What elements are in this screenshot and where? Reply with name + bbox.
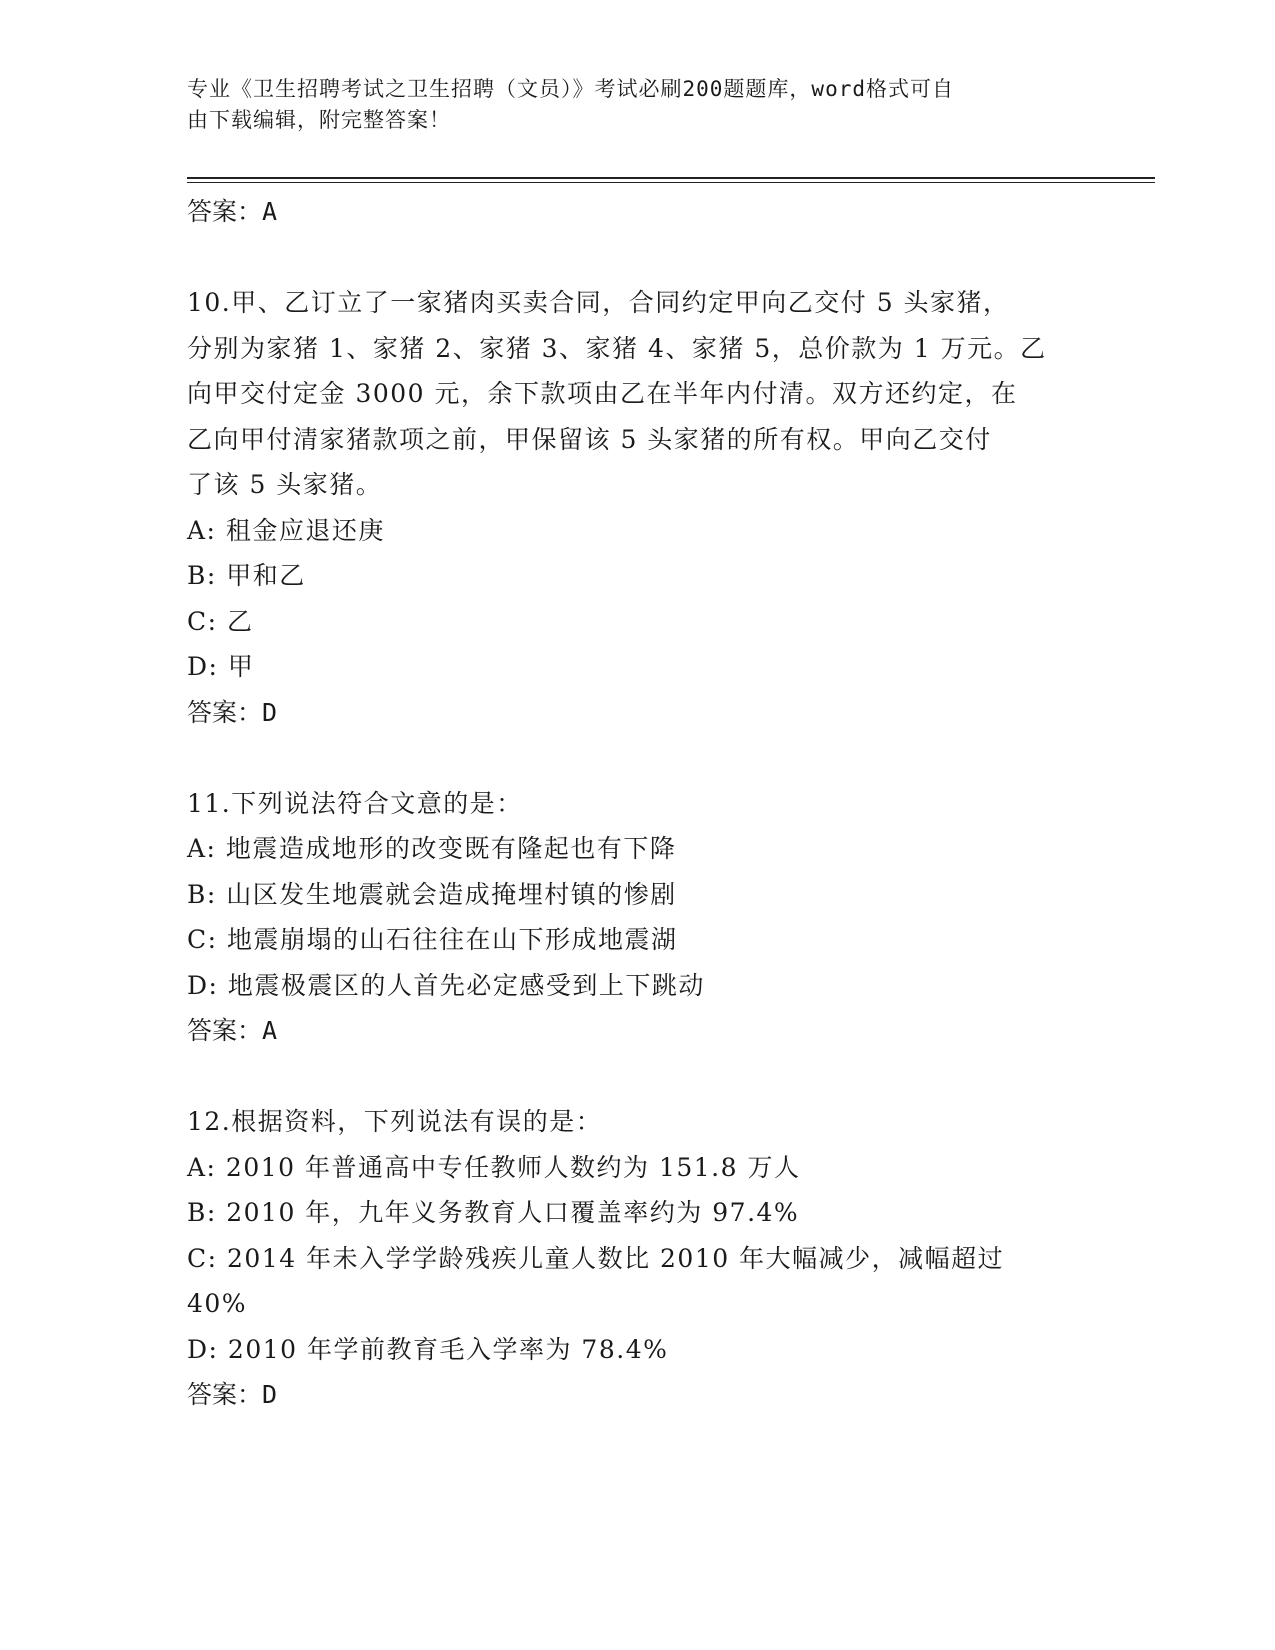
option-a: A: 地震造成地形的改变既有隆起也有下降: [187, 834, 677, 863]
option-d: D: 2010 年学前教育毛入学率为 78.4%: [187, 1334, 669, 1364]
option-c: C: 地震崩塌的山石往往在山下形成地震湖: [187, 925, 678, 954]
option-b: B: 甲和乙: [187, 561, 306, 590]
option-c-continued: 40%: [187, 1289, 248, 1318]
question-stem-line: 分别为家猪 1、家猪 2、家猪 3、家猪 4、家猪 5，总价款为 1 万元。乙: [187, 333, 1047, 363]
spacer: [187, 1054, 1087, 1100]
option-c: C: 乙: [187, 606, 254, 636]
spacer: [187, 735, 1087, 781]
document-header: [187, 74, 1067, 136]
header-rule-thin: [187, 182, 1155, 183]
option-a: A: 2010 年普通高中专任教师人数约为 151.8 万人: [187, 1152, 801, 1182]
option-b: B: 2010 年，九年义务教育人口覆盖率约为 97.4%: [187, 1198, 800, 1227]
question-10: [187, 280, 1087, 735]
header-line-2: 由下载编辑，附完整答案！: [187, 108, 451, 132]
option-a: A: 租金应退还庚: [187, 515, 385, 545]
question-12: [187, 1099, 1087, 1418]
header-rule-thick: [187, 177, 1155, 179]
question-stem-line: 10.甲、乙订立了一家猪肉买卖合同，合同约定甲向乙交付 5 头家猪，: [187, 288, 1010, 317]
option-c: C: 2014 年未入学学龄残疾儿童人数比 2010 年大幅减少，减幅超过: [187, 1243, 1005, 1273]
answer: 答案：D: [187, 697, 278, 727]
option-b: B: 山区发生地震就会造成掩埋村镇的惨剧: [187, 879, 677, 909]
question-stem-line: 了该 5 头家猪。: [187, 470, 383, 499]
question-stem-line: 乙向甲付清家猪款项之前，甲保留该 5 头家猪的所有权。甲向乙交付: [187, 424, 992, 454]
spacer: [187, 235, 1087, 281]
option-d: D: 甲: [187, 652, 255, 681]
question-stem-line: 11.下列说法符合文意的是：: [187, 788, 523, 818]
prev-answer: 答案：A: [187, 197, 278, 226]
question-11: [187, 781, 1087, 1054]
header-line-1: 专业《卫生招聘考试之卫生招聘（文员）》考试必刷200题题库，word格式可自: [187, 77, 954, 101]
answer: 答案：A: [187, 1016, 278, 1045]
answer: 答案：D: [187, 1380, 278, 1409]
question-stem-line: 向甲交付定金 3000 元，余下款项由乙在半年内付清。双方还约定，在: [187, 379, 1018, 408]
document-body: [187, 189, 1087, 1418]
option-d: D: 地震极震区的人首先必定感受到上下跳动: [187, 970, 705, 1000]
question-stem-line: 12.根据资料，下列说法有误的是：: [187, 1107, 603, 1136]
